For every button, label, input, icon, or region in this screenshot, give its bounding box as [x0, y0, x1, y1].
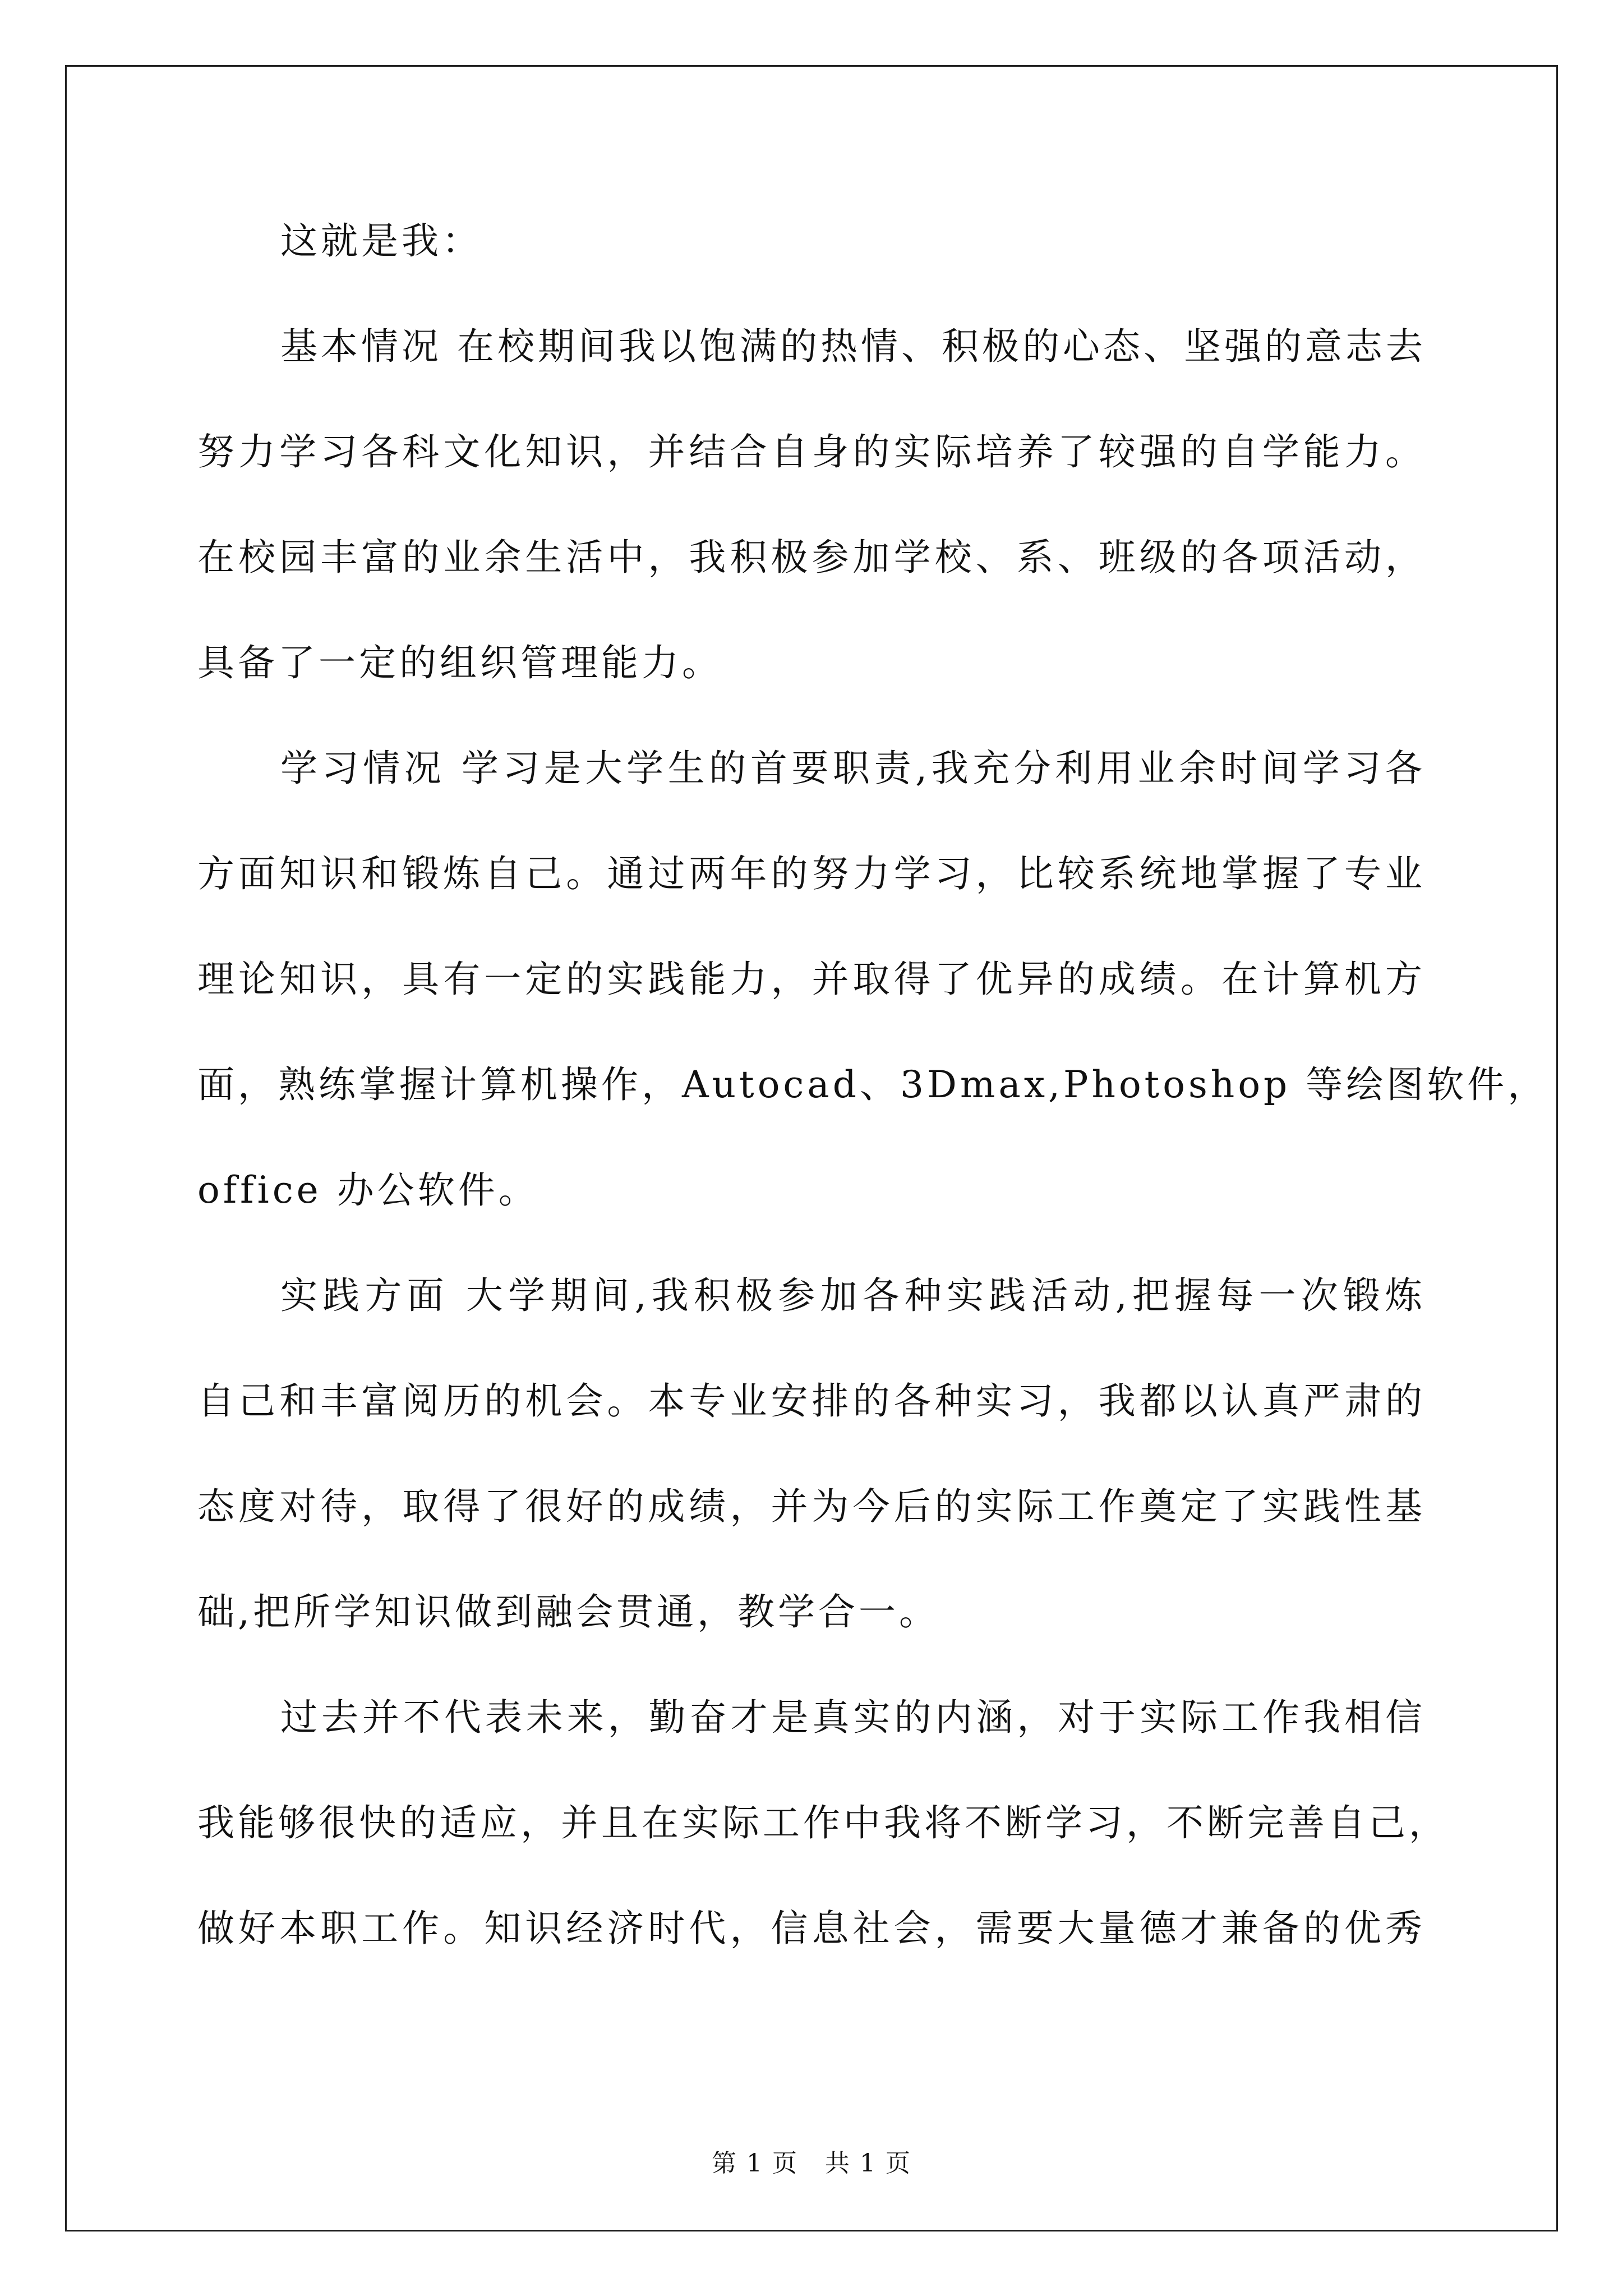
paragraph-study-line-4: 面，熟练掌握计算机操作，Autocad、3Dmax,Photoshop 等绘图软件， — [197, 1063, 1548, 1106]
paragraph-future-line-2: 我能够很快的适应，并且在实际工作中我将不断学习，不断完善自己， — [197, 1801, 1449, 1844]
page-footer: 第 1 页 共 1 页 — [712, 2149, 911, 2178]
paragraph-practice-line-2: 自己和丰富阅历的机会。本专业安排的各种实习，我都以认真严肃的 — [197, 1379, 1426, 1423]
paragraph-basic-line-3: 在校园丰富的业余生活中，我积极参加学校、系、班级的各项活动， — [197, 536, 1426, 579]
paragraph-future-line-3: 做好本职工作。知识经济时代，信息社会，需要大量德才兼备的优秀 — [197, 1907, 1426, 1950]
paragraph-practice-line-1: 实践方面 大学期间,我积极参加各种实践活动,把握每一次锻炼 — [280, 1274, 1426, 1317]
paragraph-basic-line-2: 努力学习各科文化知识，并结合自身的实际培养了较强的自学能力。 — [197, 430, 1426, 473]
paragraph-practice-line-4: 础,把所学知识做到融会贯通，教学合一。 — [197, 1590, 939, 1634]
paragraph-future-line-1: 过去并不代表未来，勤奋才是真实的内涵，对于实际工作我相信 — [280, 1696, 1426, 1739]
paragraph-study-line-1: 学习情况 学习是大学生的首要职责,我充分利用业余时间学习各 — [280, 747, 1426, 790]
paragraph-study-line-2: 方面知识和锻炼自己。通过两年的努力学习，比较系统地掌握了专业 — [197, 852, 1426, 895]
paragraph-intro-line-1: 这就是我： — [280, 219, 482, 263]
paragraph-study-line-5: office 办公软件。 — [197, 1168, 539, 1212]
paragraph-study-line-3: 理论知识，具有一定的实践能力，并取得了优异的成绩。在计算机方 — [197, 958, 1426, 1001]
paragraph-basic-line-1: 基本情况 在校期间我以饱满的热情、积极的心态、坚强的意志去 — [280, 325, 1426, 368]
paragraph-basic-line-4: 具备了一定的组织管理能力。 — [197, 641, 722, 684]
paragraph-practice-line-3: 态度对待，取得了很好的成绩，并为今后的实际工作奠定了实践性基 — [197, 1485, 1426, 1528]
